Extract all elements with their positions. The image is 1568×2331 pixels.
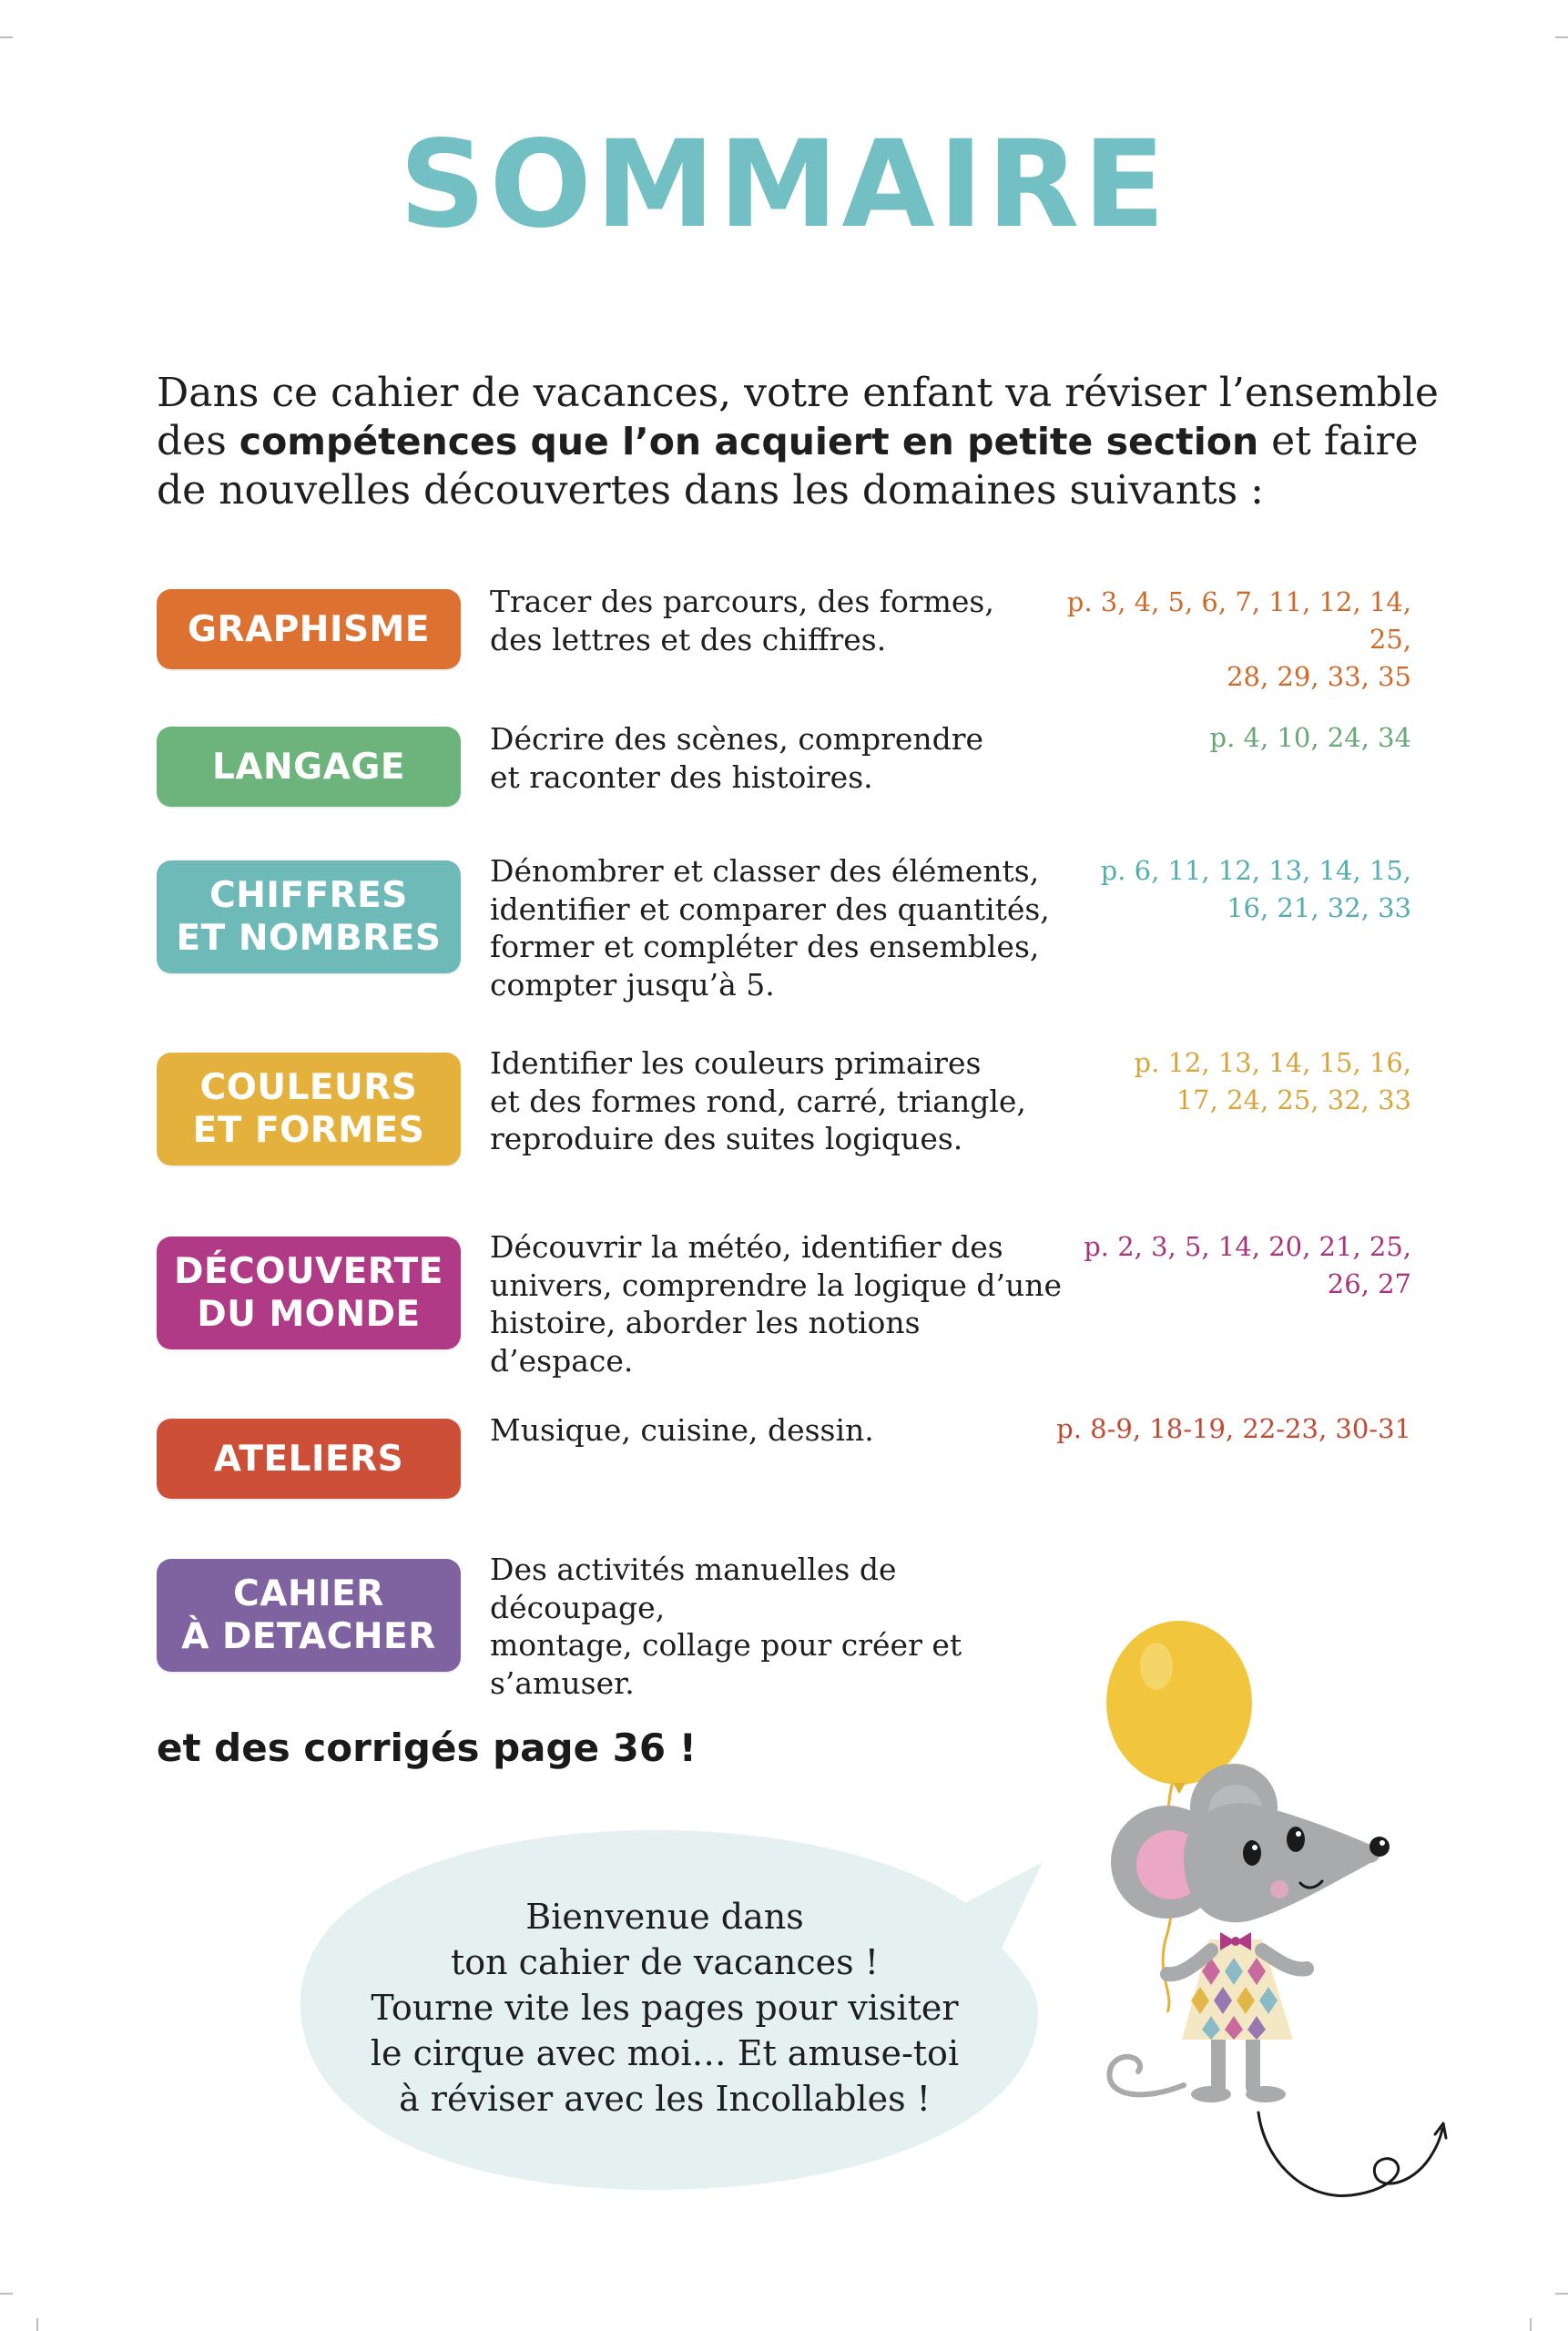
section-badge: DÉCOUVERTE DU MONDE — [157, 1237, 461, 1349]
speech-bubble-text: Bienvenue dans ton cahier de vacances ! Tourne vite les pages pour visiter le cirque avec moi… Et amuse-toi à réviser avec les Incollables ! — [370, 1897, 960, 2119]
section-description: Découvrir la météo, identifier des univers, comprendre la logique d’une histoire, aborder les notions d’espace. — [490, 1229, 1063, 1379]
corrections-note: et des corrigés page 36 ! — [157, 1725, 697, 1770]
curly-arrow-icon — [1247, 2103, 1448, 2222]
section-description: Musique, cuisine, dessin. — [490, 1412, 874, 1448]
section-description: Tracer des parcours, des formes, des lettres et des chiffres. — [490, 584, 994, 657]
intro-emphasis: compétences que l’on acquiert en petite section — [239, 420, 1259, 463]
intro-text: et faire — [1258, 418, 1419, 464]
section-badge: COULEURS ET FORMES — [157, 1053, 461, 1166]
section-badge: CHIFFRES ET NOMBRES — [157, 860, 461, 973]
intro-line: Dans ce cahier de vacances, votre enfant va réviser l’ensemble — [157, 370, 1439, 416]
page-title: SOMMAIRE — [399, 115, 1169, 255]
section-description: Dénombrer et classer des éléments, identifier et comparer des quantités, former et compléter des ensembles, compter jusqu’à 5. — [490, 853, 1050, 1003]
section-pages: p. 3, 4, 5, 6, 7, 11, 12, 14, 25, 28, 29, 33, 35 — [1066, 586, 1411, 692]
section-pages: p. 12, 13, 14, 15, 16, 17, 24, 25, 32, 33 — [1134, 1047, 1411, 1115]
crop-mark — [0, 36, 13, 38]
intro-text: des — [157, 418, 239, 464]
section-pages: p. 4, 10, 24, 34 — [1209, 722, 1411, 753]
mouse-with-balloon-illustration — [1084, 1612, 1430, 2122]
section-pages: p. 8-9, 18-19, 22-23, 30-31 — [1056, 1413, 1411, 1444]
section-pages: p. 6, 11, 12, 13, 14, 15, 16, 21, 32, 33 — [1100, 855, 1411, 923]
section-badge: LANGAGE — [157, 727, 461, 807]
crop-mark — [1555, 2293, 1568, 2295]
section-badge: ATELIERS — [157, 1419, 461, 1499]
section-description: Identifier les couleurs primaires et des formes rond, carré, triangle, reproduire des suites logiques. — [490, 1045, 1026, 1156]
section-pages: p. 2, 3, 5, 14, 20, 21, 25, 26, 27 — [1084, 1231, 1411, 1299]
intro-line — [157, 417, 1450, 466]
crop-mark — [1555, 36, 1568, 38]
crop-mark — [36, 2318, 38, 2331]
intro-line: de nouvelles découvertes dans les domaines suivants : — [157, 467, 1264, 514]
section-badge: CAHIER À DETACHER — [157, 1559, 461, 1672]
section-description: Décrire des scènes, comprendre et raconter des histoires. — [490, 721, 984, 795]
section-description: Des activités manuelles de découpage, montage, collage pour créer et s’amuser. — [490, 1552, 962, 1701]
crop-mark — [1530, 2318, 1532, 2331]
intro-paragraph — [157, 369, 1450, 514]
crop-mark — [0, 2293, 13, 2295]
section-badge: GRAPHISME — [157, 589, 461, 669]
